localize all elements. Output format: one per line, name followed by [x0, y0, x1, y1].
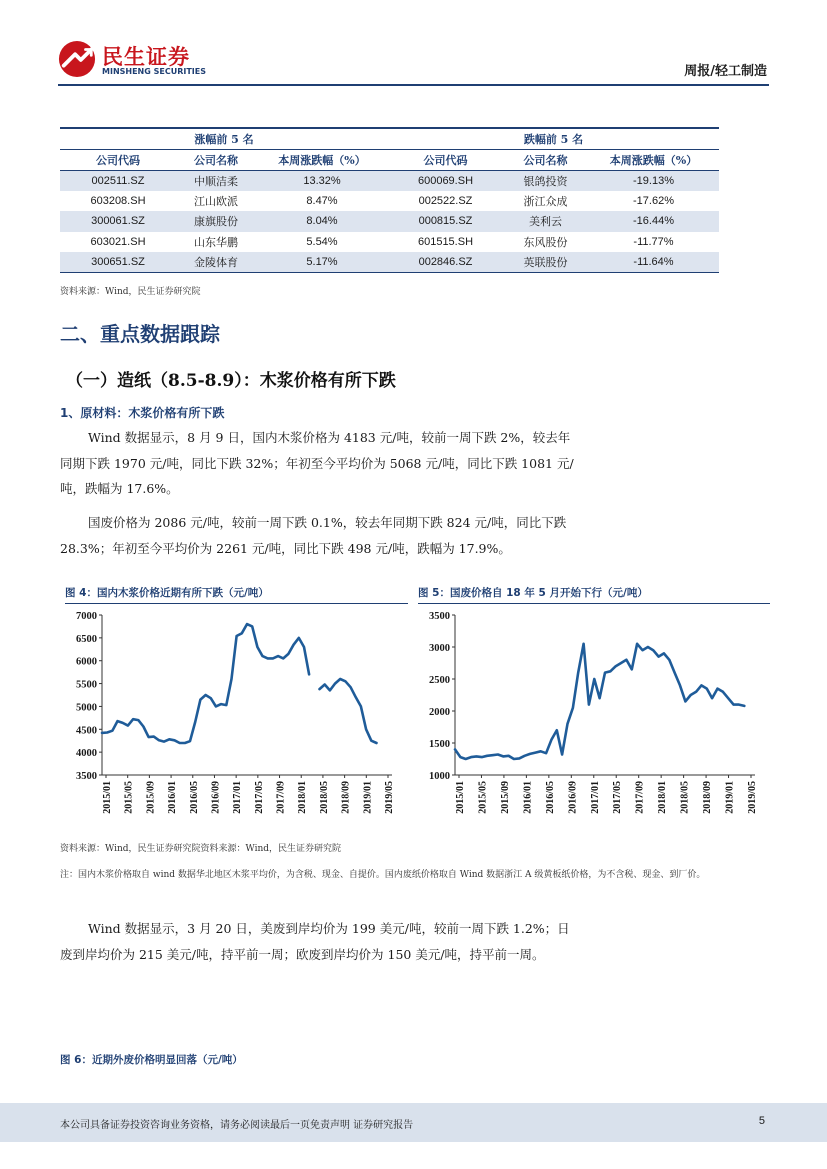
- table-row: [60, 232, 719, 253]
- y-tick-label: 1500: [429, 739, 450, 750]
- brand-name-cn: 民生证券: [102, 45, 190, 69]
- series-line: [320, 679, 377, 743]
- brand-name-en: MINSHENG SECURITIES: [102, 67, 206, 76]
- stock-code: 601515.SH: [417, 236, 474, 249]
- column-header: 公司名称: [503, 149, 588, 170]
- x-tick-label: 2017/09: [275, 781, 287, 814]
- company-name: 山东华鹏: [194, 236, 238, 250]
- waste-paper-price-chart: [415, 605, 765, 830]
- column-header: 本周涨跌幅（%）: [256, 149, 388, 170]
- x-tick-label: 2018/01: [297, 781, 309, 814]
- company-name: 江山欧派: [194, 194, 238, 208]
- x-tick-label: 2019/05: [384, 781, 395, 814]
- paragraph-line: Wind 数据显示，3 月 20 日，美废到岸均价为 199 美元/吨，较前一周下跌 1.2%；日: [88, 921, 570, 936]
- section-heading: 二、重点数据跟踪: [60, 322, 220, 346]
- x-tick-label: 2017/05: [612, 781, 624, 814]
- figure-5-title: 图 5：国废价格自 18 年 5 月开始下行（元/吨）: [418, 585, 770, 604]
- figure-6-title: 图 6：近期外废价格明显回落（元/吨）: [60, 1054, 243, 1066]
- footer-disclaimer: 本公司具备证券投资咨询业务资格，请务必阅读最后一页免责声明 证券研究报告: [60, 1120, 414, 1131]
- weekly-change: -17.62%: [633, 194, 674, 207]
- company-name: 中顺洁柔: [176, 170, 256, 191]
- table-row: [60, 252, 719, 273]
- column-header: 公司代码: [60, 149, 176, 170]
- x-tick-label: 2016/01: [522, 781, 534, 814]
- stock-code: 300061.SZ: [60, 211, 176, 232]
- y-tick-label: 5500: [76, 679, 97, 691]
- y-tick-label: 4000: [76, 748, 97, 760]
- y-tick-label: 3500: [429, 611, 450, 622]
- x-tick-label: 2019/05: [747, 781, 758, 814]
- column-header: 公司名称: [176, 149, 256, 170]
- x-tick-label: 2017/05: [253, 781, 265, 814]
- rank-table-container: [60, 127, 719, 273]
- page-footer: [0, 1103, 827, 1142]
- x-tick-label: 2016/05: [544, 781, 556, 814]
- y-tick-label: 7000: [76, 611, 97, 622]
- company-name: 英联股份: [503, 252, 588, 273]
- subsection-heading: （一）造纸（8.5-8.9）：木浆价格有所下跌: [66, 371, 396, 391]
- brand-logo-icon: [58, 40, 96, 78]
- x-tick-label: 2018/09: [702, 781, 714, 814]
- x-tick-label: 2015/05: [123, 781, 135, 814]
- x-tick-label: 2015/09: [499, 781, 511, 814]
- figure-4-title: 图 4：国内木浆价格近期有所下跌（元/吨）: [65, 585, 408, 604]
- x-tick-label: 2017/09: [634, 781, 646, 814]
- paragraph-imported-waste-price: [60, 916, 720, 967]
- header-divider: [58, 84, 769, 86]
- x-tick-label: 2017/01: [589, 781, 601, 814]
- stock-code: 002522.SZ: [418, 194, 473, 207]
- stock-code: 603021.SH: [90, 236, 146, 249]
- company-name: 银鸽投资: [503, 170, 588, 191]
- y-tick-label: 6000: [76, 656, 97, 668]
- stock-code: 002846.SZ: [388, 252, 503, 273]
- y-tick-label: 5000: [76, 702, 97, 714]
- paragraph-line: 吨，跌幅为 17.6%。: [60, 481, 179, 496]
- y-tick-label: 4500: [76, 725, 97, 737]
- x-tick-label: 2015/01: [455, 781, 466, 814]
- x-tick-label: 2016/01: [167, 781, 179, 814]
- report-type: 周报/轻工制造: [684, 64, 767, 79]
- x-tick-label: 2018/05: [318, 781, 330, 814]
- series-line: [455, 644, 744, 759]
- table-row: [60, 211, 719, 232]
- y-tick-label: 3500: [76, 771, 97, 782]
- topic-heading: 1、原材料：木浆价格有所下跌: [60, 406, 225, 420]
- weekly-change: 8.04%: [256, 211, 388, 232]
- pulp-price-chart: [62, 605, 402, 830]
- stock-code: 603208.SH: [90, 194, 146, 207]
- table-source: 资料来源：Wind，民生证券研究院: [60, 287, 201, 297]
- x-tick-label: 2016/05: [188, 781, 200, 814]
- weekly-change: -19.13%: [588, 170, 719, 191]
- paragraph-waste-paper-price: [60, 510, 720, 561]
- column-header: 本周涨跌幅（%）: [588, 149, 719, 170]
- weekly-change: -16.44%: [588, 211, 719, 232]
- figure-note: 注：国内木浆价格取自 wind 数据华北地区木浆平均价，为含税、现金、自提价。国内废纸价格取自 Wind 数据浙江 A 级黄板纸价格，为不含税、现金、到厂价。: [60, 870, 706, 880]
- stock-code: 002511.SZ: [60, 170, 176, 191]
- paragraph-pulp-price: [60, 425, 720, 502]
- y-tick-label: 1000: [429, 771, 450, 782]
- y-tick-label: 3000: [429, 643, 450, 654]
- paragraph-line: Wind 数据显示，8 月 9 日，国内木浆价格为 4183 元/吨，较前一周下跌 2%，较去年: [88, 430, 571, 445]
- x-tick-label: 2015/01: [102, 781, 113, 814]
- company-name: 美利云: [503, 211, 588, 232]
- rank-table: [60, 127, 719, 273]
- figure-source: 资料来源：Wind，民生证券研究院资料来源：Wind，民生证券研究院: [60, 844, 342, 854]
- x-tick-label: 2015/05: [477, 781, 489, 814]
- x-tick-label: 2016/09: [567, 781, 579, 814]
- table-row: [60, 191, 719, 212]
- x-tick-label: 2019/01: [724, 781, 736, 814]
- paragraph-line: 28.3%；年初至今平均价为 2261 元/吨，同比下跌 498 元/吨，跌幅为 17.9%。: [60, 540, 511, 556]
- y-tick-label: 6500: [76, 633, 97, 645]
- page-number: 5: [758, 1115, 765, 1127]
- company-name: 金陵体育: [176, 252, 256, 273]
- company-name: 浙江众成: [523, 194, 568, 208]
- x-tick-label: 2018/05: [679, 781, 691, 814]
- stock-code: 000815.SZ: [388, 211, 503, 232]
- stock-code: 300651.SZ: [60, 252, 176, 273]
- losers-group-header: 跌幅前 5 名: [388, 128, 719, 149]
- x-tick-label: 2018/01: [657, 781, 669, 814]
- y-tick-label: 2000: [429, 707, 450, 718]
- weekly-change: 5.54%: [306, 236, 338, 249]
- paragraph-line: 同期下跌 1970 元/吨，同比下跌 32%；年初至今平均价为 5068 元/吨，同比下跌 1081 元/: [60, 455, 574, 471]
- company-name: 东风股份: [523, 236, 568, 250]
- weekly-change: -11.77%: [633, 236, 674, 249]
- company-name: 康旗股份: [176, 211, 256, 232]
- series-line: [102, 624, 309, 743]
- paragraph-line: 国废价格为 2086 元/吨，较前一周下跌 0.1%，较去年同期下跌 824 元/吨，同比下跌: [88, 515, 567, 530]
- weekly-change: 13.32%: [256, 170, 388, 191]
- x-tick-label: 2016/09: [210, 781, 222, 814]
- stock-code: 600069.SH: [388, 170, 503, 191]
- weekly-change: -11.64%: [588, 252, 719, 273]
- paragraph-line: 废到岸均价为 215 美元/吨，持平前一周；欧废到岸均价为 150 美元/吨，持平前一周。: [60, 946, 545, 962]
- weekly-change: 8.47%: [306, 194, 338, 207]
- y-tick-label: 2500: [429, 675, 450, 686]
- weekly-change: 5.17%: [256, 252, 388, 273]
- brand-logo: [58, 40, 218, 80]
- x-tick-label: 2019/01: [362, 781, 374, 814]
- table-row: [60, 170, 719, 191]
- x-tick-label: 2015/09: [145, 781, 157, 814]
- column-header: 公司代码: [388, 149, 503, 170]
- gainers-group-header: 涨幅前 5 名: [60, 128, 388, 149]
- x-tick-label: 2018/09: [340, 781, 352, 814]
- x-tick-label: 2017/01: [232, 781, 244, 814]
